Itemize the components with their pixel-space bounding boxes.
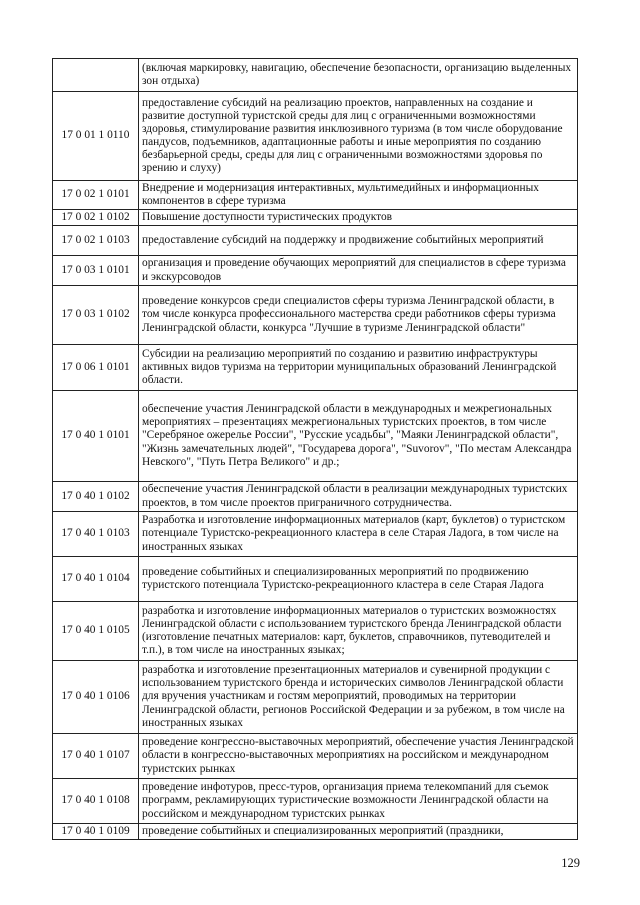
- row-description: Внедрение и модернизация интерактивных, мультимедийных и информационных компонентов в сфере туризма: [139, 181, 578, 210]
- table-row: [53, 557, 578, 602]
- row-description: разработка и изготовление презентационных материалов и сувенирной продукции с использованием туристского бренда и исторических символов Ленинградской области для вручения участникам и гостям мероприятий, проводимых на территории Ленинградской области, регионов Российской Федерации и за рубежом, в том числе на иностранных языках: [139, 661, 578, 734]
- row-description: проведение событийных и специализированных мероприятий по продвижению туристского потенциала Туристско-рекреационного кластера в селе Старая Ладога: [139, 557, 578, 602]
- table-row: [53, 734, 578, 779]
- row-description: проведение конгрессно-выставочных мероприятий, обеспечение участия Ленинградской области в конгрессно-выставочных мероприятиях на российском и международном туристских рынках: [139, 734, 578, 779]
- row-description: обеспечение участия Ленинградской области в международных и межрегиональных мероприятиях – презентациях межрегиональных туристских проектов, в том числе "Серебряное ожерелье России", "Русские усадьбы", "Маяки Ленинградской области", "Жизнь замечательных людей", "Государева дорога", "Suvorov", "По местам Александра Невского", "Путь Петра Великого" и др.;: [139, 391, 578, 482]
- row-description: проведение событийных и специализированных мероприятий (праздники,: [139, 824, 578, 840]
- row-code: 17 0 40 1 0103: [53, 512, 139, 557]
- table-row: [53, 512, 578, 557]
- table-row: [53, 59, 578, 92]
- row-code: 17 0 02 1 0102: [53, 210, 139, 226]
- row-code: 17 0 40 1 0109: [53, 824, 139, 840]
- table-row: [53, 345, 578, 391]
- row-description: проведение инфотуров, пресс-туров, организация приема телекомпаний для съемок программ, рекламирующих туристические возможности Ленинградской области на российском и международном туристских рынках: [139, 779, 578, 824]
- row-description: проведение конкурсов среди специалистов сферы туризма Ленинградской области, в том числе конкурса профессионального мастерства среди работников сферы туризма Ленинградской области, конкурса "Лучшие в туризме Ленинградской области": [139, 286, 578, 345]
- table-row: [53, 602, 578, 661]
- row-code: 17 0 02 1 0103: [53, 226, 139, 256]
- table-row: [53, 482, 578, 512]
- row-description: разработка и изготовление информационных материалов о туристских возможностях Ленинградской области с использованием туристского бренда Ленинградской области (изготовление печатных материалов: карт, буклетов, справочников, путеводителей и т.п.), в том числе на иностранных языках;: [139, 602, 578, 661]
- row-code: [53, 59, 139, 92]
- row-code: 17 0 03 1 0101: [53, 256, 139, 286]
- row-description: (включая маркировку, навигацию, обеспечение безопасности, организацию выделенных зон отдыха): [139, 59, 578, 92]
- table-row: [53, 824, 578, 840]
- row-description: организация и проведение обучающих мероприятий для специалистов в сфере туризма и экскурсоводов: [139, 256, 578, 286]
- row-description: Субсидии на реализацию мероприятий по созданию и развитию инфраструктуры активных видов туризма на территории муниципальных образований Ленинградской области.: [139, 345, 578, 391]
- row-code: 17 0 01 1 0110: [53, 92, 139, 181]
- appropriations-table: [52, 58, 578, 840]
- table-row: [53, 661, 578, 734]
- row-code: 17 0 40 1 0101: [53, 391, 139, 482]
- row-description: Повышение доступности туристических продуктов: [139, 210, 578, 226]
- table-row: [53, 92, 578, 181]
- table-row: [53, 226, 578, 256]
- row-code: 17 0 40 1 0105: [53, 602, 139, 661]
- table-row: [53, 210, 578, 226]
- row-description: обеспечение участия Ленинградской области в реализации международных туристских проектов, в том числе проектов приграничного сотрудничества.: [139, 482, 578, 512]
- row-code: 17 0 03 1 0102: [53, 286, 139, 345]
- row-code: 17 0 40 1 0106: [53, 661, 139, 734]
- row-code: 17 0 40 1 0102: [53, 482, 139, 512]
- row-code: 17 0 40 1 0107: [53, 734, 139, 779]
- table-row: [53, 779, 578, 824]
- table-row: [53, 286, 578, 345]
- row-description: предоставление субсидий на поддержку и продвижение событийных мероприятий: [139, 226, 578, 256]
- table-row: [53, 391, 578, 482]
- table-row: [53, 181, 578, 210]
- row-description: Разработка и изготовление информационных материалов (карт, буклетов) о туристском потенциале Туристско-рекреационного кластера в селе Старая Ладога, в том числе на иностранных языках: [139, 512, 578, 557]
- row-code: 17 0 40 1 0104: [53, 557, 139, 602]
- row-code: 17 0 40 1 0108: [53, 779, 139, 824]
- row-description: предоставление субсидий на реализацию проектов, направленных на создание и развитие доступной туристской среды для лиц с ограниченными возможностями здоровья, стимулирование развития инклюзивного туризма (в том числе оборудование пандусов, подъемников, адаптационные работы и иные мероприятия по созданию безбарьерной среды, среды для лиц с ограниченными возможностями здоровья по зрению и слуху): [139, 92, 578, 181]
- row-code: 17 0 02 1 0101: [53, 181, 139, 210]
- page-number: 129: [561, 856, 580, 870]
- table-row: [53, 256, 578, 286]
- row-code: 17 0 06 1 0101: [53, 345, 139, 391]
